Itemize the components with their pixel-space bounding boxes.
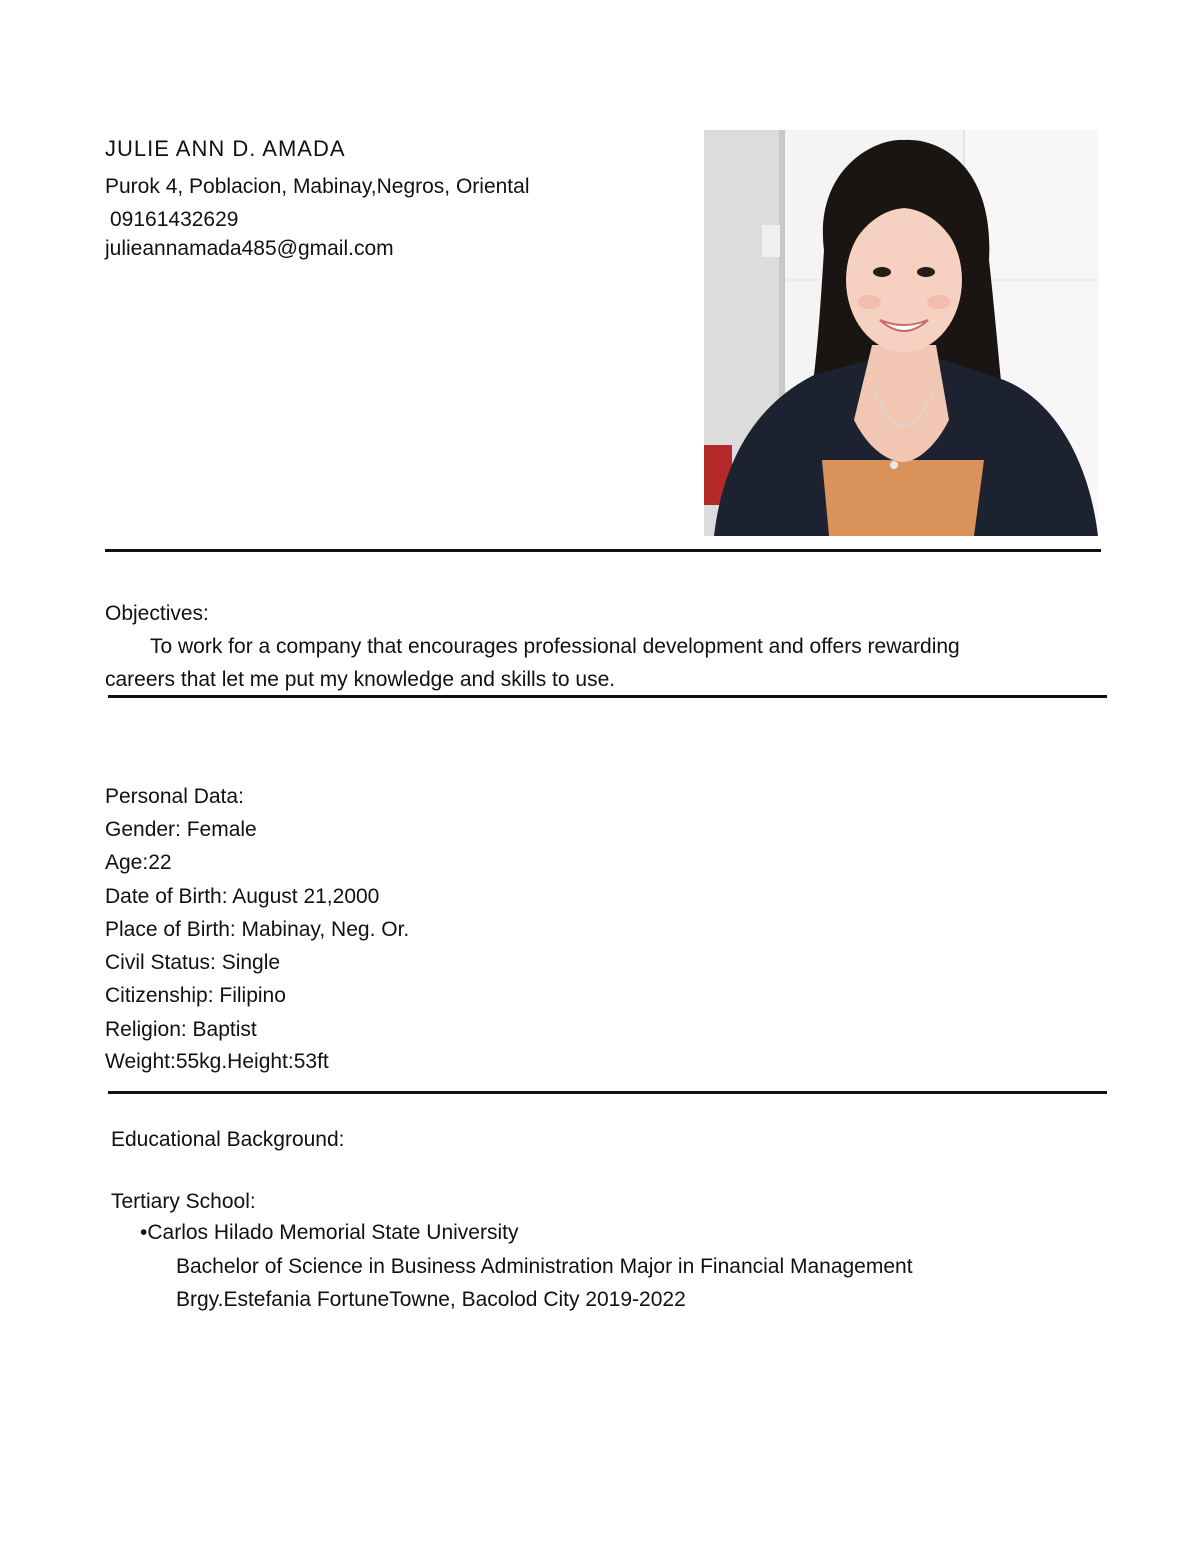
address: Purok 4, Poblacion, Mabinay,Negros, Oriental — [105, 175, 530, 198]
resume-name: JULIE ANN D. AMADA — [105, 136, 346, 161]
school-location-years: Brgy.Estefania FortuneTowne, Bacolod City 2019-2022 — [176, 1288, 686, 1311]
objectives-text-line-1: To work for a company that encourages professional development and offers rewarding — [150, 635, 960, 658]
divider-header — [105, 549, 1101, 552]
place-of-birth: Place of Birth: Mabinay, Neg. Or. — [105, 918, 410, 941]
tertiary-school-heading: Tertiary School: — [111, 1190, 256, 1213]
phone-number: 09161432629 — [110, 208, 239, 231]
divider-personal-data — [108, 1091, 1107, 1094]
age: Age:22 — [105, 851, 172, 874]
gender: Gender: Female — [105, 818, 257, 841]
profile-photo — [704, 130, 1098, 536]
citizenship: Citizenship: Filipino — [105, 984, 286, 1007]
degree: Bachelor of Science in Business Administration Major in Financial Management — [176, 1255, 913, 1278]
divider-objectives — [108, 695, 1107, 698]
bullet-icon: • — [140, 1221, 148, 1244]
date-of-birth: Date of Birth: August 21,2000 — [105, 885, 380, 908]
school-list-item — [140, 1220, 518, 1246]
objectives-text-line-2: careers that let me put my knowledge and skills to use. — [105, 668, 616, 691]
civil-status: Civil Status: Single — [105, 951, 281, 974]
education-heading: Educational Background: — [111, 1128, 345, 1151]
email-address: julieannamada485@gmail.com — [105, 237, 394, 260]
religion: Religion: Baptist — [105, 1018, 257, 1041]
objectives-heading: Objectives: — [105, 602, 209, 625]
personal-data-heading: Personal Data: — [105, 785, 244, 808]
weight-height: Weight:55kg.Height:53ft — [105, 1050, 329, 1073]
school-name: Carlos Hilado Memorial State University — [147, 1221, 519, 1244]
